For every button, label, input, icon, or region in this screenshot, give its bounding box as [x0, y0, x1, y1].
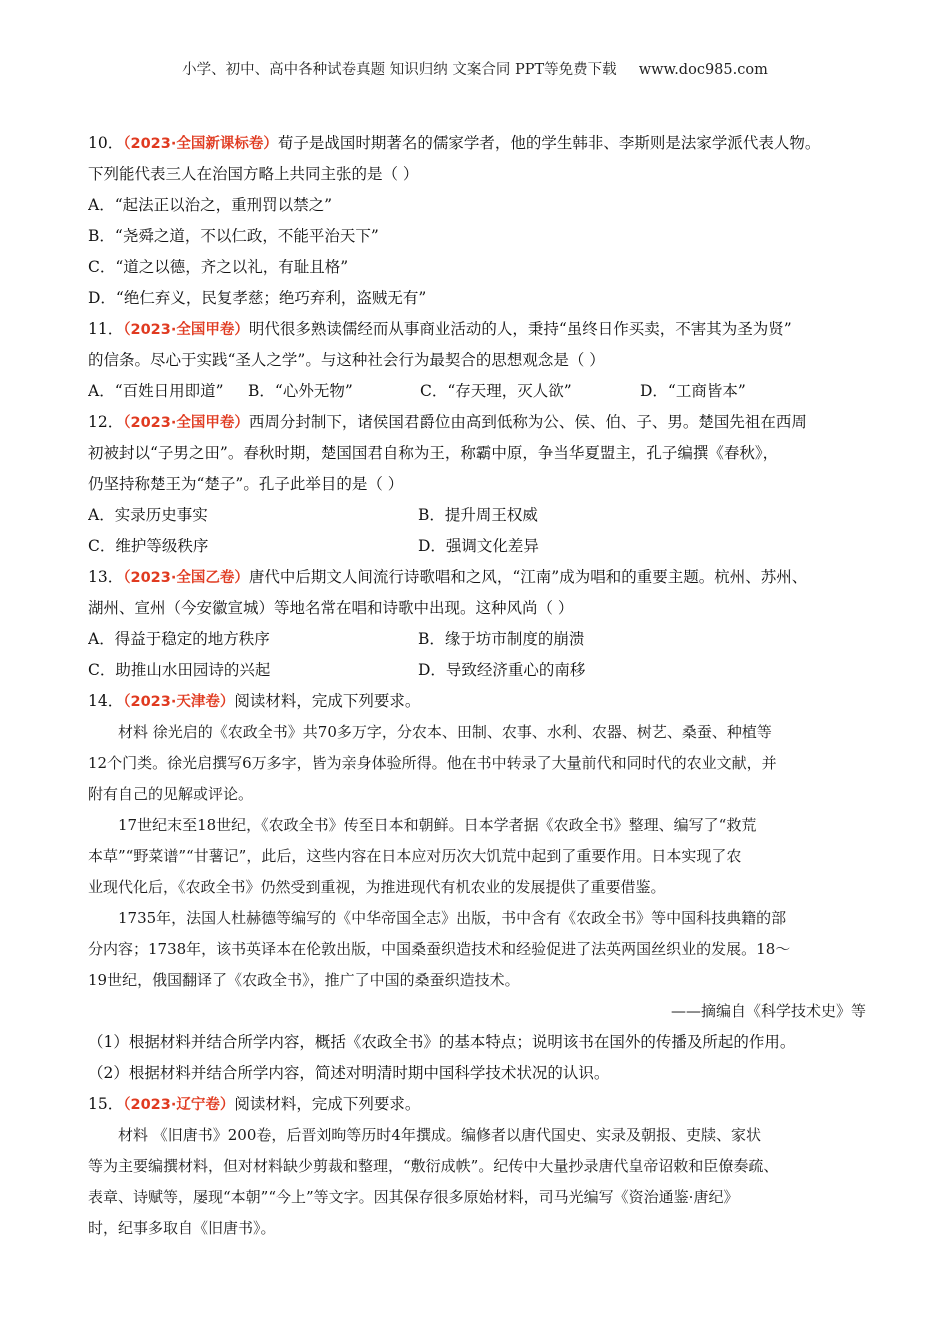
requirement-1: （1）根据材料并结合所学内容，概括《农政全书》的基本特点；说明该书在国外的传播及所起的作用。 — [88, 1033, 796, 1051]
question-stem-cont: 下列能代表三人在治国方略上共同主张的是（ ） — [88, 165, 419, 183]
option-c: C．助推山水田园诗的兴起 — [88, 661, 271, 679]
material-text: 17世纪末至18世纪，《农政全书》传至日本和朝鲜。日本学者据《农政全书》整理、编写了“救荒 — [118, 816, 757, 834]
material-text: 分内容；1738年，该书英译本在伦敦出版，中国桑蚕织造技术和经验促进了法英两国丝织业的发展。18～ — [88, 940, 791, 958]
question-13 — [88, 562, 872, 686]
option-c: C．“道之以德，齐之以礼，有耻且格” — [88, 258, 349, 276]
question-stem-cont: 初被封以“子男之田”。春秋时期，楚国国君自称为王，称霸中原，争当华夏盟主，孔子编撰《春秋》， — [88, 444, 779, 462]
option-c: C．维护等级秩序 — [88, 537, 209, 555]
option-a: A．得益于稳定的地方秩序 — [88, 630, 270, 648]
question-stem: 荀子是战国时期著名的儒家学者，他的学生韩非、李斯则是法家学派代表人物。 — [277, 134, 821, 152]
question-10 — [88, 128, 872, 314]
document-body — [88, 128, 872, 1244]
option-b: B．缘于坊市制度的崩溃 — [418, 630, 585, 648]
question-source: （2023·天津卷） — [123, 694, 235, 710]
question-stem: 西周分封制下，诸侯国君爵位由高到低称为公、侯、伯、子、男。楚国先祖在西周 — [248, 413, 807, 431]
material-text: 本草”“野菜谱”“甘薯记”，此后，这些内容在日本应对历次大饥荒中起到了重要作用。日本实现了农 — [88, 847, 742, 865]
question-source: （2023·全国乙卷） — [123, 570, 249, 586]
option-d: D．导致经济重心的南移 — [418, 661, 586, 679]
material-text: 材料 《旧唐书》200卷，后晋刘昫等历时4年撰成。编修者以唐代国史、实录及朝报、吏牍、家状 — [118, 1126, 761, 1144]
option-d: D．“绝仁弃义，民复孝慈；绝巧弃利，盗贼无有” — [88, 289, 427, 307]
option-b: B．提升周王权威 — [418, 506, 538, 524]
option-b: B．“心外无物” — [248, 382, 353, 400]
material-citation: ——摘编自《科学技术史》等 — [670, 1002, 866, 1020]
question-stem: 明代很多熟读儒经而从事商业活动的人，秉持“虽终日作买卖，不害其为圣为贤” — [248, 320, 792, 338]
material-text: 表章、诗赋等，屡现“本朝”“今上”等文字。因其保存很多原始材料，司马光编写《资治通鉴·唐纪》 — [88, 1188, 739, 1206]
option-d: D．强调文化差异 — [418, 537, 539, 555]
material-text: 1735年，法国人杜赫德等编写的《中华帝国全志》出版，书中含有《农政全书》等中国科技典籍的部 — [118, 909, 787, 927]
question-14 — [88, 686, 872, 1089]
material-text: 12个门类。徐光启撰写6万多字，皆为亲身体验所得。他在书中转录了大量前代和同时代的农业文献，并 — [88, 754, 777, 772]
question-15 — [88, 1089, 872, 1244]
material-text: 材料 徐光启的《农政全书》共70多万字，分农本、田制、农事、水利、农器、树艺、桑蚕、种植等 — [118, 723, 772, 741]
header-text: 小学、初中、高中各种试卷真题 知识归纳 文案合同 PPT等免费下载 — [182, 62, 617, 78]
option-a: A．实录历史事实 — [88, 506, 208, 524]
question-stem-cont: 湖州、宣州（今安徽宣城）等地名常在唱和诗歌中出现。这种风尚（ ） — [88, 599, 574, 617]
requirement-2: （2）根据材料并结合所学内容，简述对明清时期中国科学技术状况的认识。 — [88, 1064, 610, 1082]
header-site[interactable]: www.doc985.com — [638, 62, 768, 78]
question-number: 14． — [88, 692, 124, 710]
material-text: 时，纪事多取自《旧唐书》。 — [88, 1219, 276, 1237]
question-stem: 唐代中后期文人间流行诗歌唱和之风，“江南”成为唱和的重要主题。杭州、苏州、 — [248, 568, 808, 586]
option-a: A．“百姓日用即道” — [88, 382, 224, 400]
question-source: （2023·全国新课标卷） — [123, 136, 278, 152]
question-stem-cont: 的信条。尽心于实践“圣人之学”。与这种社会行为最契合的思想观念是（ ） — [88, 351, 605, 369]
question-number: 12． — [88, 413, 124, 431]
page-header — [0, 58, 950, 79]
question-12 — [88, 407, 872, 562]
question-number: 10． — [88, 134, 124, 152]
question-number: 15． — [88, 1095, 124, 1113]
material-text: 等为主要编撰材料，但对材料缺少剪裁和整理，“敷衍成帙”。纪传中大量抄录唐代皇帝诏敕和臣僚奏疏、 — [88, 1157, 779, 1175]
option-b: B．“尧舜之道，不以仁政，不能平治天下” — [88, 227, 379, 245]
option-d: D．“工商皆本” — [640, 382, 746, 400]
question-stem-cont: 仍坚持称楚王为“楚子”。孔子此举目的是（ ） — [88, 475, 404, 493]
option-a: A．“起法正以治之，重刑罚以禁之” — [88, 196, 333, 214]
question-source: （2023·辽宁卷） — [123, 1097, 235, 1113]
question-number: 11． — [88, 320, 124, 338]
material-text: 业现代化后，《农政全书》仍然受到重视，为推进现代有机农业的发展提供了重要借鉴。 — [88, 878, 666, 896]
question-11 — [88, 314, 872, 407]
question-stem: 阅读材料，完成下列要求。 — [234, 692, 421, 710]
question-number: 13． — [88, 568, 124, 586]
options-row — [88, 376, 872, 407]
material-text: 19世纪，俄国翻译了《农政全书》，推广了中国的桑蚕织造技术。 — [88, 971, 520, 989]
question-source: （2023·全国甲卷） — [123, 415, 249, 431]
material-text: 附有自己的见解或评论。 — [88, 785, 254, 803]
question-stem: 阅读材料，完成下列要求。 — [234, 1095, 421, 1113]
question-source: （2023·全国甲卷） — [123, 322, 249, 338]
option-c: C．“存天理，灭人欲” — [420, 382, 572, 400]
